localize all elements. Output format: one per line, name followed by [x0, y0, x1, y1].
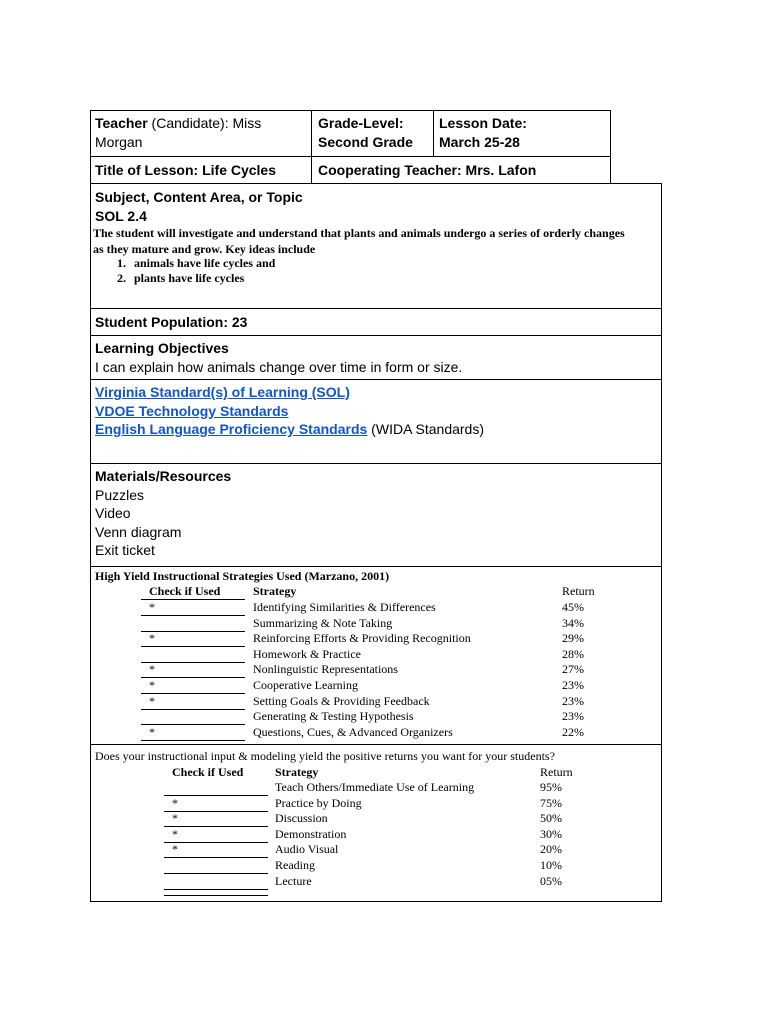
check-mark: * [172, 842, 178, 857]
check-mark: * [172, 795, 178, 810]
strategy-return: 23% [562, 678, 584, 692]
check-line [141, 724, 245, 725]
check-line [164, 795, 268, 796]
check-mark: * [172, 811, 178, 826]
standards-links [95, 383, 484, 439]
check-mark: * [149, 693, 155, 708]
date-info [439, 114, 527, 151]
materials-list [95, 467, 231, 560]
list-number: 2. [117, 271, 126, 285]
check-line [164, 811, 268, 812]
strategy-return: 50% [540, 811, 562, 826]
strategy-return: 75% [540, 795, 562, 810]
check-line [141, 662, 245, 663]
check-line [141, 599, 245, 600]
strategy-name: Summarizing & Note Taking [253, 615, 393, 630]
strategy-return: 23% [562, 693, 584, 708]
vdoe-technology-link[interactable]: VDOE Technology Standards [95, 402, 289, 419]
check-line [164, 826, 268, 827]
date-label: Lesson Date: [439, 115, 527, 131]
sol-code: SOL 2.4 [95, 208, 147, 224]
grade-label: Grade-Level: [318, 115, 404, 131]
check-line [141, 646, 245, 647]
check-line [164, 873, 268, 874]
strategy-return: 05% [540, 873, 562, 888]
objectives-heading: Learning Objectives [95, 340, 229, 356]
teacher-label: Teacher [95, 115, 148, 131]
check-line [141, 709, 245, 710]
check-mark: * [149, 662, 155, 677]
strategy-name: Generating & Testing Hypothesis [253, 709, 414, 724]
strategy-name: Audio Visual [275, 842, 339, 857]
return-column-header: Return [562, 584, 595, 598]
check-line [164, 889, 268, 890]
strategy-return: 23% [562, 709, 584, 724]
cooperating-teacher: Cooperating Teacher: Mrs. Lafon [318, 162, 537, 178]
strategy-name: Demonstration [275, 826, 347, 841]
input-question: Does your instructional input & modeling yield the positive returns you want for your students? [95, 749, 555, 763]
grade-info [318, 114, 413, 151]
list-text: animals have life cycles and [134, 256, 276, 270]
material-item: Puzzles [95, 486, 145, 503]
key-ideas-item-2 [117, 271, 244, 287]
strategy-return: 10% [540, 858, 562, 872]
list-number: 1. [117, 256, 126, 270]
grade-value: Second Grade [318, 133, 413, 150]
strategy-name: Reinforcing Efforts & Providing Recognition [253, 631, 471, 646]
strategy-name: Setting Goals & Providing Feedback [253, 693, 430, 708]
check-column-header: Check if Used [172, 765, 244, 779]
check-mark: * [149, 678, 155, 692]
check-line [141, 615, 245, 616]
sol-link[interactable]: Virginia Standard(s) of Learning (SOL) [95, 384, 350, 400]
strategy-return: 95% [540, 780, 562, 794]
subject-heading: Subject, Content Area, or Topic [95, 189, 303, 205]
strategy-column-header: Strategy [275, 765, 319, 779]
strategy-return: 20% [540, 842, 562, 857]
date-value: March 25-28 [439, 133, 520, 150]
student-population: Student Population: 23 [95, 314, 248, 330]
strategy-return: 28% [562, 646, 584, 661]
check-mark: * [172, 826, 178, 841]
check-line [141, 693, 245, 694]
check-line [141, 631, 245, 632]
lesson-title: Title of Lesson: Life Cycles [95, 162, 277, 178]
strategy-name: Discussion [275, 811, 328, 826]
material-item: Venn diagram [95, 523, 182, 540]
material-item: Exit ticket [95, 542, 155, 558]
strategy-return: 30% [540, 826, 562, 841]
list-text: plants have life cycles [134, 271, 245, 285]
materials-heading: Materials/Resources [95, 468, 232, 484]
teacher-info [95, 114, 261, 151]
strategy-name: Questions, Cues, & Advanced Organizers [253, 724, 453, 739]
strategy-return: 27% [562, 662, 584, 677]
check-mark: * [149, 600, 155, 614]
check-line [164, 842, 268, 843]
check-mark: * [149, 631, 155, 646]
teacher-name: Morgan [95, 133, 143, 150]
check-line [141, 740, 245, 741]
sol-description-line1: The student will investigate and understand that plants and animals undergo a series of orderly changes [93, 226, 625, 240]
strategy-name: Reading [275, 858, 315, 872]
strategy-name: Nonlinguistic Representations [253, 662, 398, 677]
wida-note: (WIDA Standards) [367, 421, 484, 437]
strategy-name: Practice by Doing [275, 795, 362, 810]
strategy-return: 34% [562, 615, 584, 630]
strategy-return: 22% [562, 724, 584, 739]
sol-description [93, 226, 625, 257]
strategy-name: Teach Others/Immediate Use of Learning [275, 780, 475, 794]
check-line [141, 677, 245, 678]
strategy-name: Lecture [275, 873, 312, 888]
strategy-column-header: Strategy [253, 584, 297, 598]
return-column-header: Return [540, 765, 573, 779]
elp-standards-link[interactable]: English Language Proficiency Standards [95, 421, 368, 437]
strategy-name: Identifying Similarities & Differences [253, 600, 436, 614]
key-ideas-item-1 [117, 256, 275, 272]
check-mark: * [149, 724, 155, 739]
strategies-title: High Yield Instructional Strategies Used (Marzano, 2001) [95, 569, 390, 583]
sol-description-line2: as they mature and grow. Key ideas include [93, 241, 316, 256]
strategy-name: Homework & Practice [253, 646, 361, 661]
check-line [164, 857, 268, 858]
strategy-return: 29% [562, 631, 584, 646]
objective-text: I can explain how animals change over time in form or size. [95, 359, 463, 375]
check-line [164, 895, 268, 896]
strategy-name: Cooperative Learning [253, 678, 358, 692]
material-item: Video [95, 505, 131, 521]
teacher-note: (Candidate): Miss [147, 115, 262, 131]
check-column-header: Check if Used [149, 584, 221, 598]
strategy-return: 45% [562, 600, 584, 614]
